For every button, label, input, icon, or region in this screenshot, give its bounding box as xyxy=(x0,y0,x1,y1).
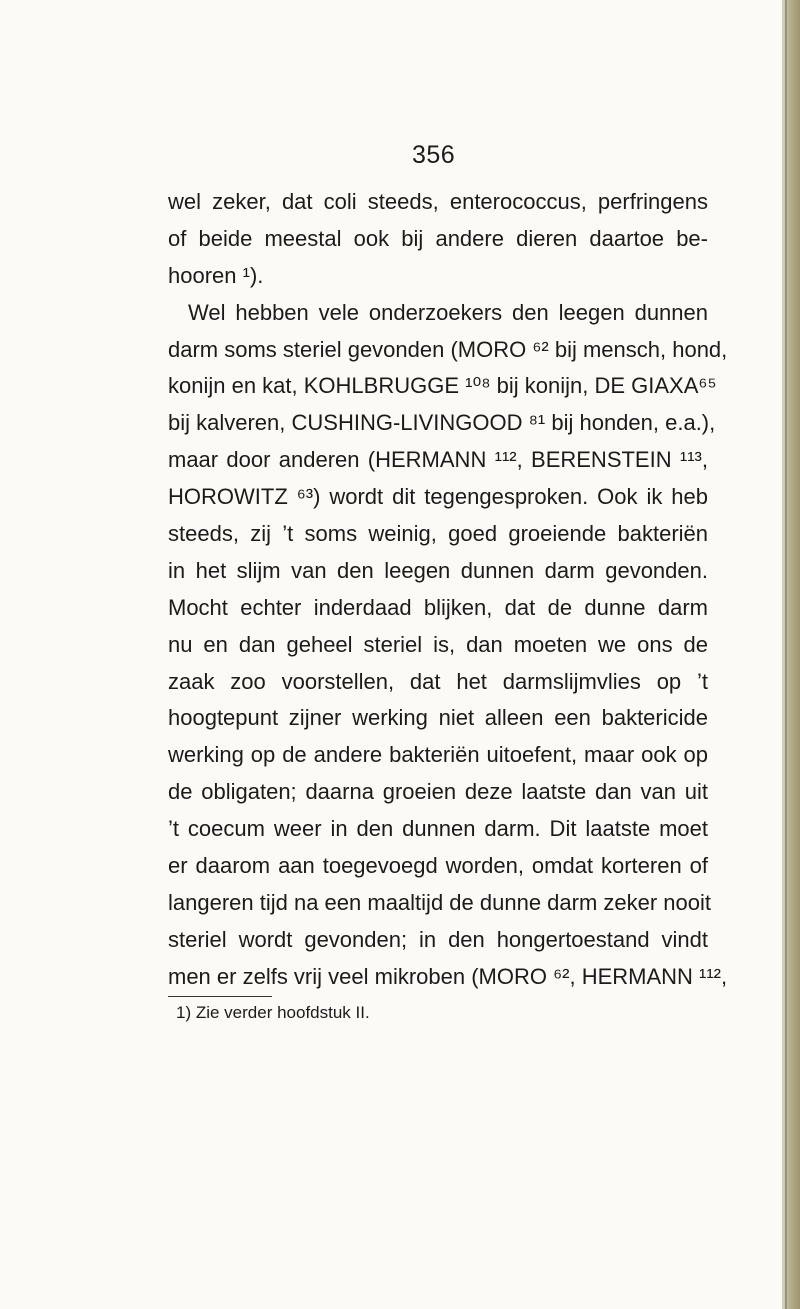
text-line: zaak zoo voorstellen, dat het darmslijmvlies op ’t xyxy=(168,668,708,694)
text-line: er daarom aan toegevoegd worden, omdat korteren of xyxy=(168,853,708,879)
text-line: bij kalveren, CUSHING-LIVINGOOD ⁸¹ bij honden, e.a.), xyxy=(168,410,716,436)
text-line: Mocht echter inderdaad blijken, dat de dunne darm xyxy=(168,594,708,620)
text-line: men er zelfs vrij veel mikroben (MORO ⁶², HERMANN ¹¹², xyxy=(168,963,728,989)
text-line: Wel hebben vele onderzoekers den leegen dunnen xyxy=(188,299,708,325)
text-line: hoogtepunt zijner werking niet alleen een baktericide xyxy=(168,705,708,731)
text-line: langeren tijd na een maaltijd de dunne darm zeker nooit xyxy=(168,889,712,915)
text-line: steeds, zij ’t soms weinig, goed groeiende bakteriën xyxy=(168,521,708,547)
text-line: HOROWITZ ⁶³) wordt dit tegengesproken. Ook ik heb xyxy=(168,484,708,510)
page-number: 356 xyxy=(412,141,456,169)
text-line: ’t coecum weer in den dunnen darm. Dit laatste moet xyxy=(168,816,708,842)
text-line: konijn en kat, KOHLBRUGGE ¹⁰⁸ bij konijn, DE GIAXA⁶⁵ xyxy=(168,373,717,399)
text-line: nu en dan geheel steriel is, dan moeten we ons de xyxy=(168,631,708,657)
text-line: hooren ¹). xyxy=(168,262,264,288)
text-line: darm soms steriel gevonden (MORO ⁶² bij mensch, hond, xyxy=(168,336,728,362)
text-line: werking op de andere bakteriën uitoefent, maar ook op xyxy=(168,742,708,768)
footnote: 1) Zie verder hoofdstuk II. xyxy=(176,1003,370,1022)
text-line: wel zeker, dat coli steeds, enterococcus, perfringens xyxy=(168,189,708,214)
text-line: in het slijm van den leegen dunnen darm gevonden. xyxy=(168,557,708,583)
body-text xyxy=(168,184,728,996)
text-line: de obligaten; daarna groeien deze laatste dan van uit xyxy=(168,779,708,805)
page-edge-line xyxy=(785,0,787,1309)
text-line: steriel wordt gevonden; in den hongertoestand vindt xyxy=(168,926,708,952)
footnote-divider xyxy=(168,996,272,997)
text-line: maar door anderen (HERMANN ¹¹², BERENSTEIN ¹¹³, xyxy=(168,447,708,473)
text-line: of beide meestal ook bij andere dieren daartoe be- xyxy=(168,225,708,251)
